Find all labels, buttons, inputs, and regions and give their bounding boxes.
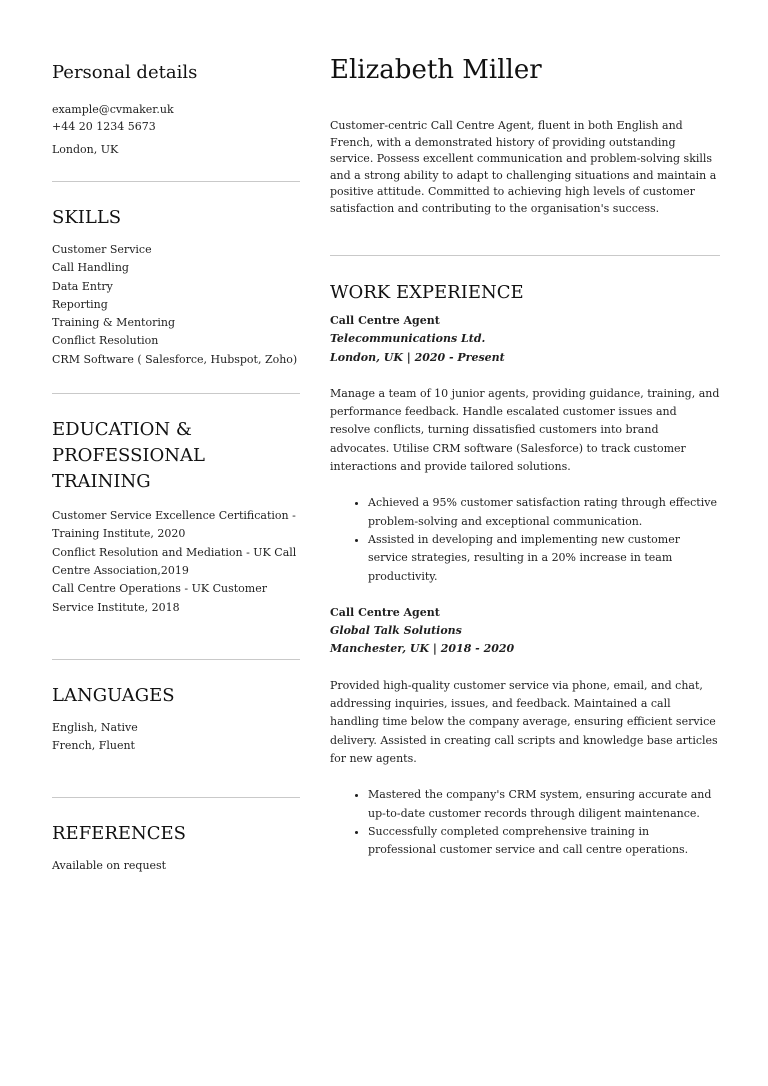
job-entry [330, 604, 720, 860]
skill-item: Data Entry [52, 279, 113, 293]
achievement-item: • Successfully completed comprehensive training in professional customer service and call centre operations. [368, 823, 720, 860]
skill-item: Reporting [52, 297, 108, 311]
skill-item: CRM Software ( Salesforce, Hubspot, Zoho) [52, 352, 298, 366]
work-experience-heading: WORK EXPERIENCE [330, 282, 524, 303]
job-description: Provided high-quality customer service via phone, email, and chat, addressing inquiries, issues, and feedback. Maintained a call handling time below the company average, ensuring efficient service delivery. Assisted in creating call scripts and knowledge base articles for new agents. [330, 678, 718, 765]
languages-heading: LANGUAGES [52, 684, 175, 706]
job-description: Manage a team of 10 junior agents, providing guidance, training, and performance feedback. Handle escalated customer issues and resolve conflicts, turning dissatisfied customers into brand advocates. Utilise CRM software (Salesforce) to track customer interactions and provide tailored solutions. [330, 386, 720, 474]
education-heading: EDUCATION & PROFESSIONAL TRAINING [52, 419, 205, 493]
job-location-dates: Manchester, UK | 2018 - 2020 [330, 642, 515, 656]
education-item: Customer Service Excellence Certification - Training Institute, 2020 [52, 509, 296, 541]
location: London, UK [52, 143, 119, 156]
right-column [330, 52, 720, 859]
skills-list [52, 241, 300, 369]
job-achievements [330, 786, 720, 859]
personal-details-heading: Personal details [52, 62, 198, 83]
references-text: Available on request [52, 859, 167, 873]
references-heading: REFERENCES [52, 823, 187, 845]
job-title: Call Centre Agent [330, 314, 440, 327]
education-item: Call Centre Operations - UK Customer Service Institute, 2018 [52, 582, 267, 614]
skill-item: Call Handling [52, 261, 129, 275]
achievement-item: • Mastered the company's CRM system, ensuring accurate and up-to-date customer records through diligent maintenance. [368, 786, 720, 823]
job-company: Telecommunications Ltd. [330, 332, 486, 346]
language-item: English, Native [52, 720, 138, 734]
candidate-name: Elizabeth Miller [330, 55, 542, 85]
skill-item: Training & Mentoring [52, 316, 175, 330]
profile-summary: Customer-centric Call Centre Agent, fluent in both English and French, with a demonstrated history of providing outstanding service. Possess excellent communication and problem-solving skills and a strong ability to adapt to challenging situations and maintain a positive attitude. Committed to achieving high levels of customer satisfaction and contributing to the organisation's success. [330, 119, 717, 215]
job-achievements [330, 494, 720, 585]
language-item: French, Fluent [52, 739, 135, 753]
education-item: Conflict Resolution and Mediation - UK Call Centre Association,2019 [52, 545, 297, 577]
skill-item: Conflict Resolution [52, 334, 159, 348]
job-title: Call Centre Agent [330, 605, 440, 619]
skills-heading: SKILLS [52, 207, 122, 228]
achievement-item: • Achieved a 95% customer satisfaction rating through effective problem-solving and exceptional communication. [368, 494, 720, 531]
job-location-dates: London, UK | 2020 - Present [330, 350, 505, 364]
left-column [52, 58, 300, 876]
phone: +44 20 1234 5673 [52, 120, 156, 133]
education-list [52, 507, 300, 617]
achievement-item: • Assisted in developing and implementing new customer service strategies, resulting in a 20% increase in team productivity. [368, 531, 720, 586]
skill-item: Customer Service [52, 243, 152, 256]
job-company: Global Talk Solutions [330, 624, 462, 638]
email: example@cvmaker.uk [52, 103, 174, 116]
job-entry [330, 312, 720, 586]
